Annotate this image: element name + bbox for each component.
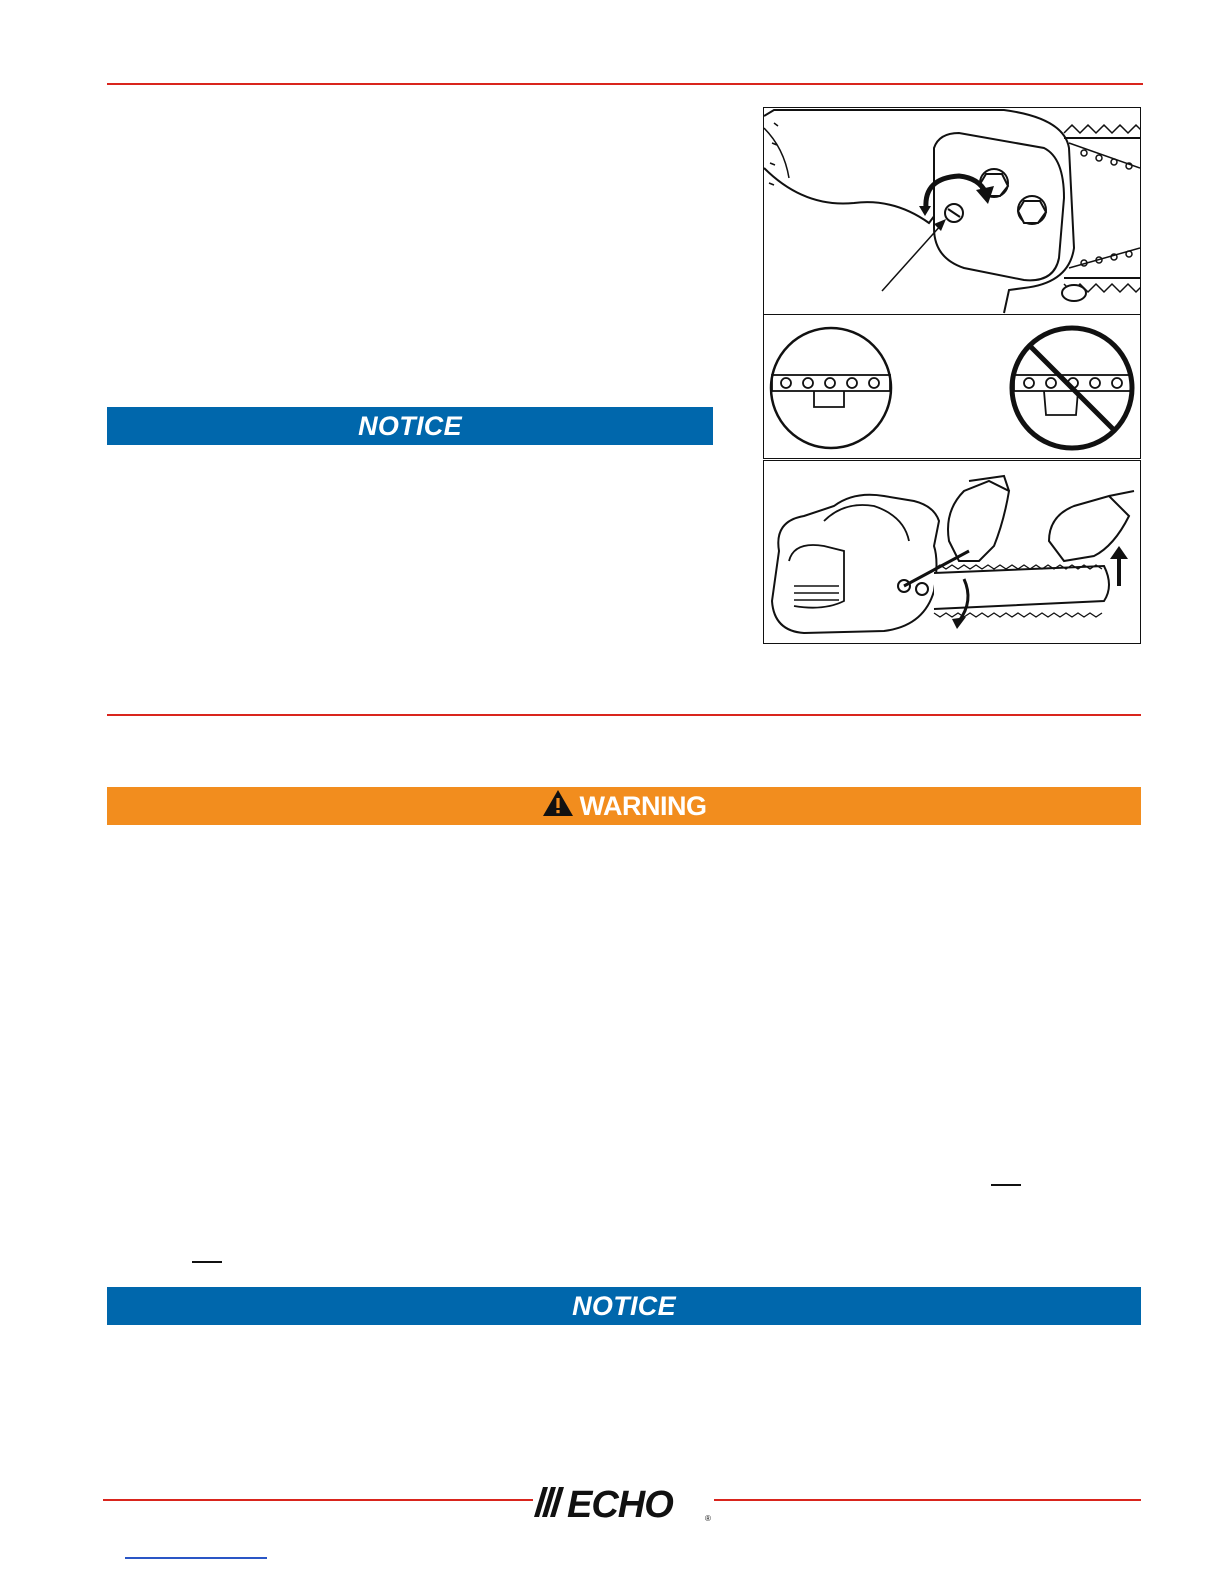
top-rule (107, 83, 1143, 85)
footer-rule-right (714, 1499, 1141, 1501)
footer-rule-left (103, 1499, 533, 1501)
echo-logo-text: ECHO (567, 1484, 673, 1522)
notice-label: NOTICE (358, 410, 462, 441)
figure-chain-tension (763, 314, 1141, 459)
chain-tension-illustration (764, 315, 1140, 458)
underline-mark (192, 1261, 222, 1263)
tighten-nuts-illustration (764, 461, 1140, 643)
warning-triangle-icon (542, 789, 574, 824)
notice-label-2: NOTICE (572, 1290, 676, 1321)
adjust-screw-illustration (764, 108, 1140, 315)
notice-banner (107, 407, 713, 445)
figure-adjust-screw (763, 107, 1141, 316)
figure-tighten-nuts (763, 460, 1141, 644)
section-rule (107, 714, 1141, 716)
registered-mark: ® (705, 1514, 711, 1522)
warning-banner (107, 787, 1141, 825)
footer-link-underline[interactable] (125, 1557, 267, 1559)
underline-mark (991, 1184, 1021, 1186)
notice-banner-2 (107, 1287, 1141, 1325)
echo-logo (533, 1482, 717, 1522)
warning-label: WARNING (579, 790, 707, 821)
